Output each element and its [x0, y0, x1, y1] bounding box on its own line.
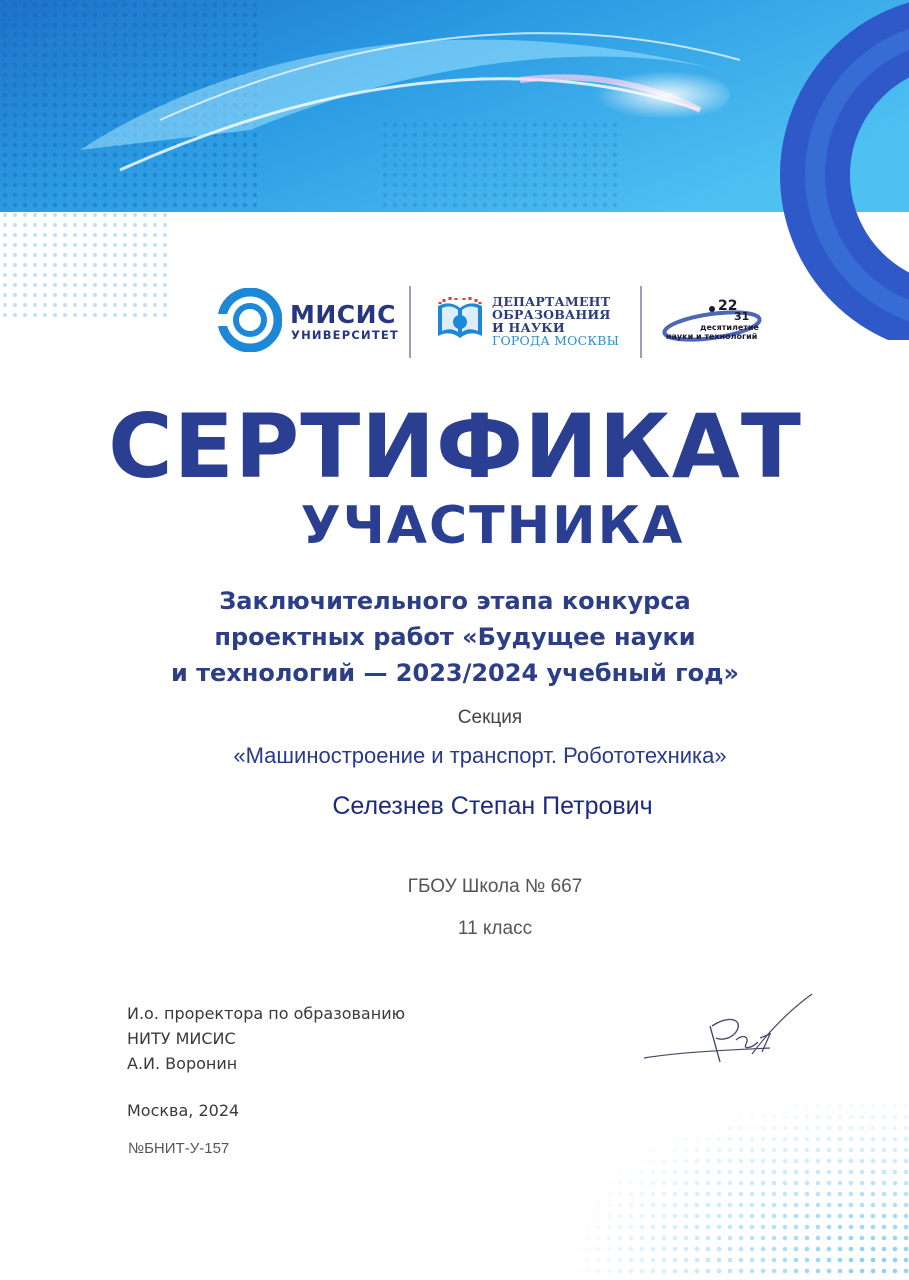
decorative-dots-left — [0, 210, 170, 320]
decorative-dots-bottom — [560, 1090, 909, 1280]
decade-orbit-icon — [660, 294, 770, 350]
section-name: «Машиностроение и транспорт. Робототехника» — [233, 743, 727, 768]
description-line3: и технологий — 2023/2024 учебный год» — [170, 659, 740, 687]
decade-logo — [660, 294, 770, 350]
school-name: ГБОУ Школа № 667 — [407, 876, 583, 897]
signer-name: А.И. Воронин — [127, 1054, 238, 1073]
certificate-subtitle: УЧАСТНИКА — [300, 496, 685, 556]
logo-divider-2 — [640, 286, 642, 358]
signer-title: И.о. проректора по образованию — [127, 1004, 406, 1023]
certificate-description — [35, 583, 875, 691]
decorative-arc — [760, 0, 909, 340]
grade: 11 класс — [457, 918, 533, 939]
handwritten-signature — [640, 990, 820, 1070]
certificate-title: СЕРТИФИКАТ — [108, 395, 802, 498]
department-emblem-icon — [436, 296, 484, 344]
misis-logo-icon — [218, 288, 282, 352]
decade-line1: десятилетие — [700, 323, 759, 332]
logo-divider — [409, 286, 411, 358]
decade-line2: науки и технологий — [666, 332, 758, 341]
description-line1: Заключительного этапа конкурса — [219, 587, 691, 615]
signature-block — [127, 1001, 405, 1076]
department-line4: ГОРОДА МОСКВЫ — [492, 333, 620, 348]
decade-years-bottom: 31 — [734, 310, 750, 323]
department-line2: ОБРАЗОВАНИЯ — [492, 307, 611, 322]
place-date: Москва, 2024 — [127, 1101, 240, 1120]
decade-years-top: 22 — [718, 298, 738, 314]
description-line2: проектных работ «Будущее науки — [214, 623, 696, 651]
section-label: Секция — [457, 707, 523, 728]
recipient-name: Селезнев Степан Петрович — [332, 792, 653, 820]
registration-number: №БНИТ-У-157 — [128, 1140, 230, 1157]
misis-logo-subtitle: УНИВЕРСИТЕТ — [291, 328, 399, 342]
signer-organization: НИТУ МИСИС — [127, 1029, 236, 1048]
department-logo-text — [492, 295, 619, 347]
department-line1: ДЕПАРТАМЕНТ — [492, 294, 611, 309]
department-line3: И НАУКИ — [492, 320, 565, 335]
misis-logo-name: МИСИС — [290, 300, 396, 329]
